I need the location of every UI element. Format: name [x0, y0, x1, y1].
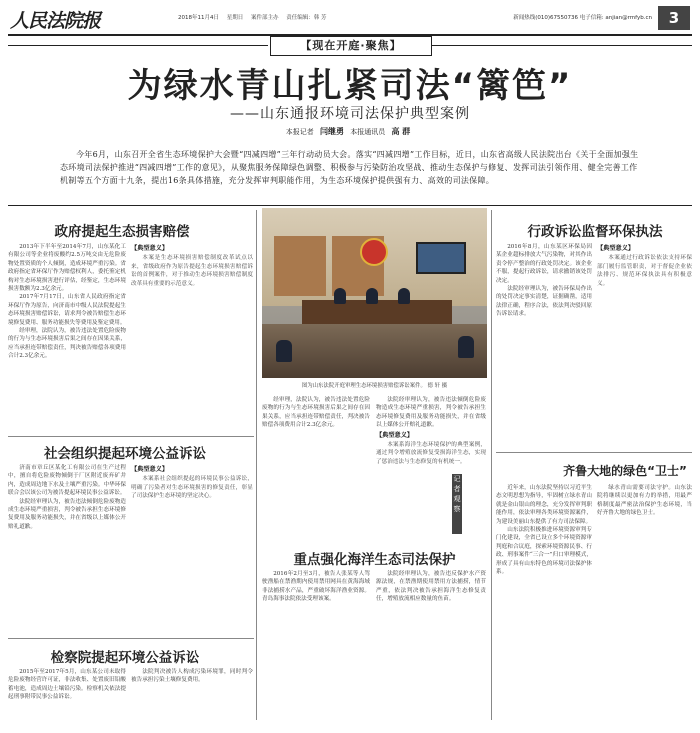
paragraph: 经审理，法院认为，被告违法处置危险废物的行为与生态环境损害后果之间存在因果关系，应当承担连带赔偿责任，判决被告赔偿各项费用合计2.3亿余元。: [262, 397, 370, 429]
section-title-green-guardian: 齐鲁大地的绿色“卫士”: [563, 464, 687, 478]
judge-figure: [366, 288, 378, 304]
article-guardian-col2: [597, 484, 692, 728]
article-govt-claim-cont-col1: [262, 396, 370, 546]
paragraph: 2017年7月17日，山东省人民政府指定省环保厅作为原告，向济南市中级人民法院提起生态环境损害赔偿诉讼，请求判令被告赔偿生态环境修复费用、服务功能损失等费用及鉴定费用。: [8, 294, 126, 326]
article-procuratorate-col1: [8, 668, 126, 728]
column-rule: [491, 210, 492, 720]
issue-weekday: 星期日: [226, 15, 244, 21]
email-address: 电子信箱: anjian@rmfyb.cn: [579, 15, 652, 21]
subheadline: ——山东通报环境司法保护典型案例: [230, 106, 470, 122]
judge-figure: [398, 288, 410, 304]
paragraph: 2016年8月，山东某区环保局因某企业超标排放大气污染物，对其作出责令停产整治的行政处罚决定。该企业不服，提起行政诉讼，请求撤销该处罚决定。: [496, 244, 592, 284]
paragraph: 2016年2月至3月，被告人张某等人驾驶渔船在禁渔期内使用禁用网具在黄海海域非法捕捞水产品，严重破坏海洋渔业资源。青岛海事法院依法受理该案。: [262, 571, 370, 603]
paragraph: 济南市章丘区某化工有限公司在生产过程中，擅自将危险废物倾倒于厂区附近废弃矿井内，造成周边地下水及土壤严重污染。中华环保联合会以该公司为被告提起环境民事公益诉讼。: [8, 465, 126, 497]
paragraph: 法院经审理认为，被告违法倾倒危险废物造成生态环境严重损害，判令被告承担生态环境修复费用及服务功能损失，并在省级以上媒体公开赔礼道歉。: [8, 498, 126, 530]
significance-label: 【典型意义】: [376, 431, 414, 439]
section-title-govt-claim: 政府提起生态损害赔偿: [54, 224, 190, 240]
article-procuratorate-col2: [131, 668, 253, 728]
paragraph: 本案系海洋生态环境保护的典型案例，通过判令增殖放流修复受损海洋生态，实现了惩治违法与生态修复的有机统一。: [376, 442, 486, 465]
correspondent-label: 本报通讯员: [350, 128, 386, 136]
significance-label: 【典型意义】: [131, 245, 169, 252]
paragraph: 山东法院积极推进环境资源审判专门化建设，全省已设立多个环境资源审判庭和合议庭，探索环境资源民事、行政、刑事案件“三合一”归口审理模式，形成了具有山东特色的环境司法保护体系。: [496, 527, 592, 576]
paragraph: 2013年下半年至2014年7月，山东某化工有限公司等企业将废酸约2.5万吨交由无危险废物处置资质的个人倾倒，造成环境严重污染。省政府指定省环保厅作为赔偿权利人，委托鉴定机构对生态环境损害进行评估，经鉴定，生态环境损害数额为2.3亿余元。: [8, 244, 126, 293]
courtroom-photo: [262, 208, 487, 378]
issue-meta: [178, 13, 333, 21]
page-number: 3: [658, 6, 690, 30]
section-title-procuratorate: 检察院提起环境公益诉讼: [50, 650, 200, 666]
byline: [0, 126, 700, 137]
paragraph: 法院经审理认为，被告违法倾倒危险废物造成生态环境严重损害，判令被告承担生态环境修复费用及服务功能损失，并在省级以上媒体公开赔礼道歉。: [376, 397, 486, 429]
article-govt-claim-col2: [131, 243, 253, 433]
paragraph: 本案系社会组织提起的环境民事公益诉讼，明确了污染者对生态环境损害的修复责任，彰显了司法保护生态环境的坚定决心。: [131, 476, 253, 500]
article-ngo-cont-col2: [376, 396, 486, 546]
article-admin-col1: [496, 243, 592, 448]
reporter-name: 闫继勇: [319, 127, 344, 136]
paragraph: 绿水青山需要司法守护。山东法院将继续以更加有力的举措，用最严格制度最严密法治保护生态环境，当好齐鲁大地的绿色卫士。: [597, 485, 692, 517]
article-ngo-litigation-col1: [8, 464, 126, 634]
paragraph: 本案是生态环境损害赔偿制度改革试点以来，省级政府作为原告提起生态环境损害赔偿诉讼的首例案件，对于推动生态环境损害赔偿制度改革具有重要的示范意义。: [131, 255, 253, 287]
judge-figure: [334, 288, 346, 304]
reporter-label: 本报记者: [285, 128, 314, 136]
article-admin-col2: [597, 243, 692, 448]
photo-panel: [274, 236, 326, 296]
court-emblem-icon: [360, 238, 388, 266]
column-rule: [256, 210, 257, 720]
paragraph: 本案通过行政诉讼依法支持环保部门履行监管职责，对于督促企业依法排污、规范环保执法具有积极意义。: [597, 255, 692, 287]
photo-screen: [416, 242, 466, 274]
paragraph: 经审理，法院认为，被告违法处置危险废物的行为与生态环境损害后果之间存在因果关系，应当承担连带赔偿责任，判决被告赔偿各项费用合计2.3亿余元。: [8, 328, 126, 360]
banner-rule-left: [8, 45, 268, 46]
lead-divider: [8, 205, 692, 206]
section-banner: 【现在开庭·聚焦】: [270, 36, 432, 56]
headline: 为绿水青山扎紧司法“篱笆”: [127, 66, 573, 106]
editor-label: 案件部主办: [251, 15, 279, 21]
section-title-ngo-litigation: 社会组织提起环境公益诉讼: [44, 446, 206, 462]
section-rule: [8, 638, 254, 639]
litigant-figure: [276, 340, 292, 362]
litigant-figure: [458, 336, 474, 358]
banner-rule-right: [432, 45, 692, 46]
section-rule: [496, 452, 692, 453]
section-title-admin-litigation: 行政诉讼监督环保执法: [527, 224, 663, 240]
contact-info: [513, 13, 652, 21]
article-marine-col1: [262, 570, 370, 728]
correspondent-name: 高 群: [391, 127, 411, 136]
newspaper-logo: 人民法院报: [10, 10, 101, 32]
reporter-observation-tag: 记者观察: [452, 474, 462, 534]
lead-paragraph: 今年6月，山东召开全省生态环境保护大会暨“四减四增”三年行动动员大会。落实“四减四增”工作目标，近日，山东省高级人民法院出台《关于全面加强生态环境司法保护推进“四减四增”工作的意见》，从聚焦服务保障绿色调整、积极参与污染防治攻坚战、推动生态保护与修复、发挥司法引领作用、健全完善工作机制等五个方面十九条，提出16条具体措施，充分发挥审判职能作用，为生态环境保护提供强有力、高效的司法保障。: [60, 150, 639, 185]
article-ngo-litigation-col2: [131, 464, 253, 634]
paragraph: 2015年至2017年5月，山东某公司未取得危险废物经营许可证，非法收集、处置废旧铅酸蓄电池，造成周边土壤铅污染。检察机关依法提起刑事附带民事公益诉讼。: [8, 669, 126, 701]
section-title-marine: 重点强化海洋生态司法保护: [293, 552, 456, 568]
paragraph: 法院经审理认为，被告环保局作出的处罚决定事实清楚，证据确凿，适用法律正确，程序合法，依法判决驳回原告诉讼请求。: [496, 286, 592, 318]
photo-floor: [262, 324, 487, 378]
section-rule: [8, 436, 254, 437]
article-guardian-col1: [496, 484, 592, 728]
issue-date: 2018年11月4日: [178, 15, 219, 21]
significance-label: 【典型意义】: [131, 466, 169, 473]
photo-caption: 图为山东法院开庭审理生态环境损害赔偿诉讼案件。 德 轩 摄: [301, 383, 448, 389]
masthead: [8, 4, 692, 36]
editor-name: 责任编辑：韩 芳: [286, 15, 327, 21]
article-govt-claim-col1: [8, 243, 126, 433]
news-hotline: 新闻热线(010)67550736: [513, 15, 578, 21]
paragraph: 法院经审理认为，被告违反保护水产资源法规，在禁渔期使用禁用方法捕捞，情节严重，依法判决被告承担海洋生态修复责任，增殖放流相应数量的鱼苗。: [376, 571, 486, 603]
significance-label: 【典型意义】: [597, 245, 635, 252]
paragraph: 近年来，山东法院坚持以习近平生态文明思想为指导，牢固树立绿水青山就是金山银山的理念，充分发挥审判职能作用，依法审理各类环境资源案件，为建设美丽山东提供了有力司法保障。: [496, 485, 592, 525]
article-marine-col2: [376, 570, 486, 728]
paragraph: 法院判决被告人构成污染环境罪，同时判令被告承担污染土壤修复费用。: [131, 669, 253, 684]
